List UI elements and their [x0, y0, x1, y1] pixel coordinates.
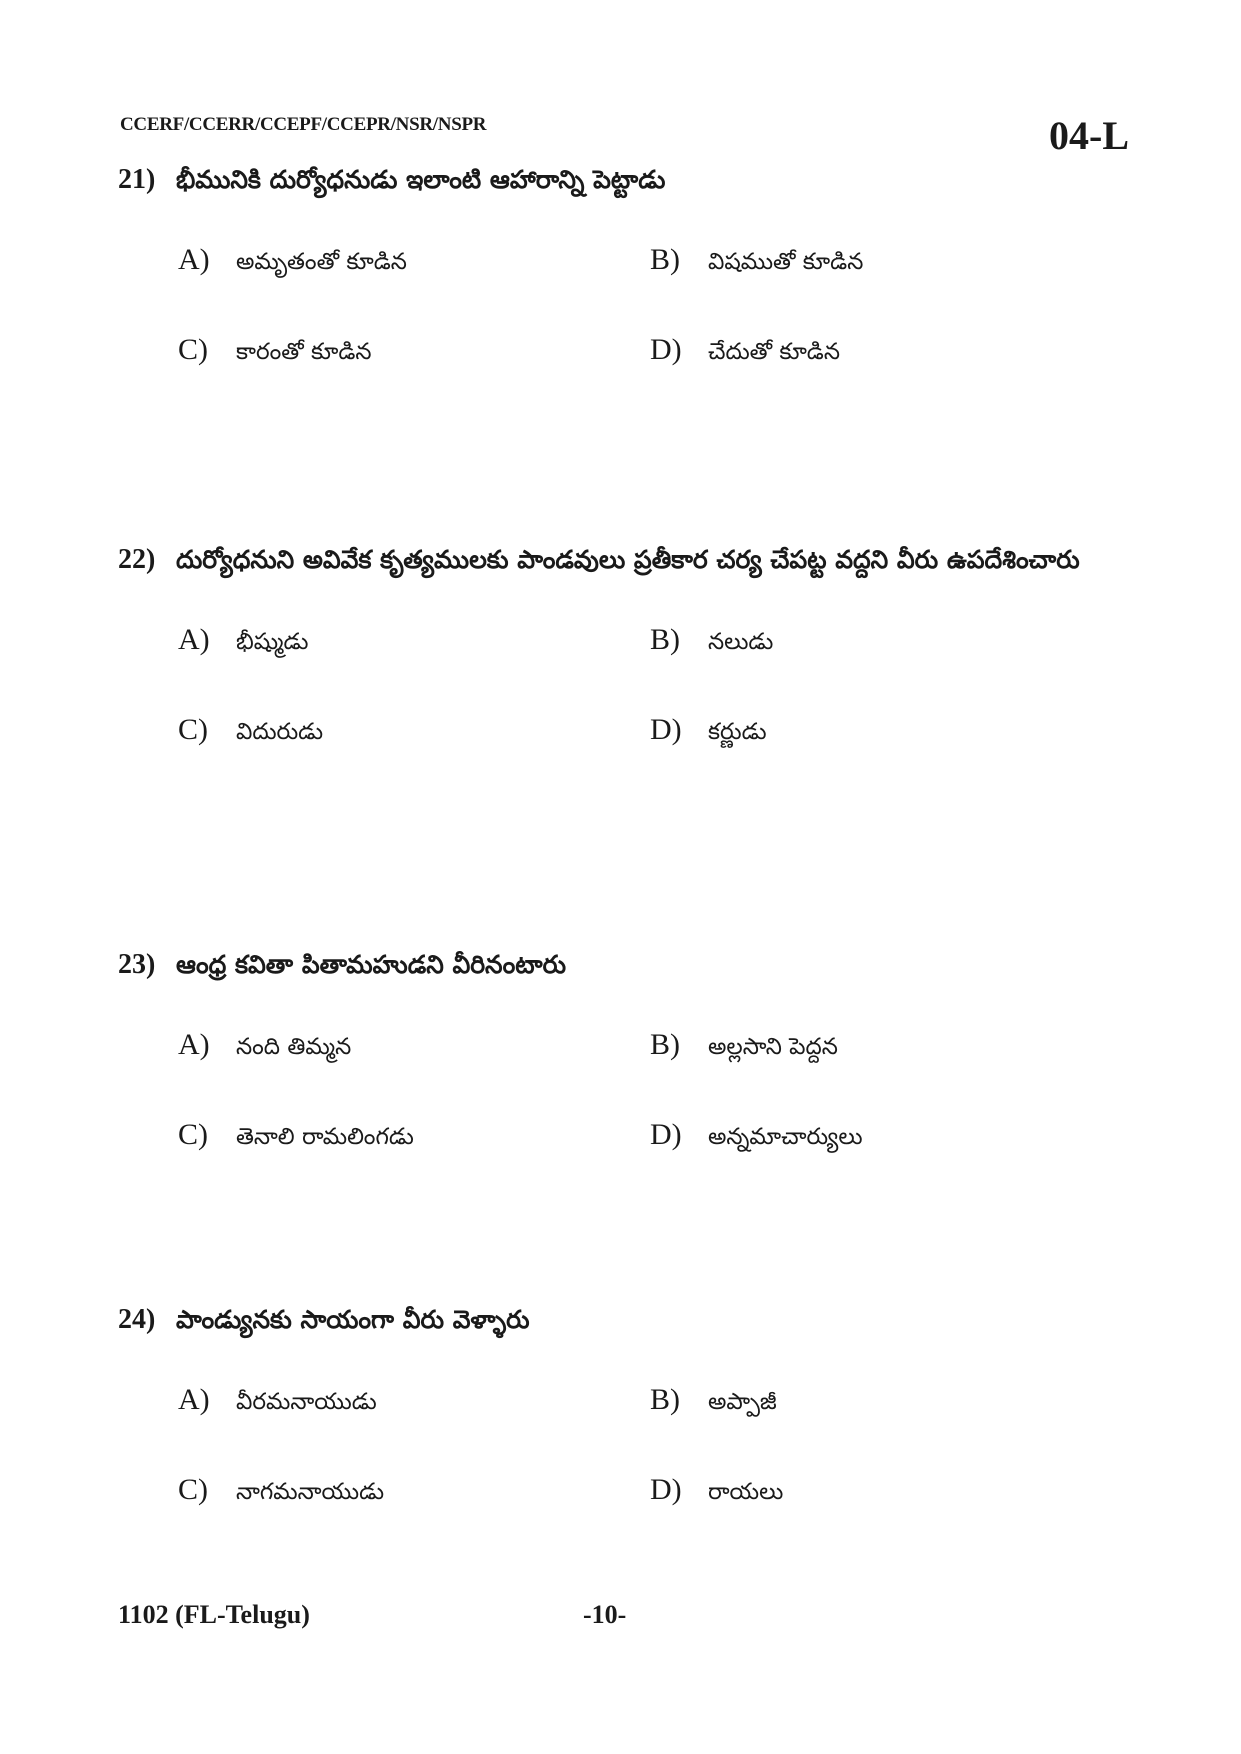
booklet-code: 04-L [1049, 113, 1129, 158]
option-b[interactable] [650, 623, 1122, 669]
option-c[interactable] [178, 1473, 650, 1519]
option-list [178, 623, 1128, 759]
page-number: -10- [583, 1600, 627, 1629]
option-text: చేదుతో కూడిన [708, 339, 840, 365]
option-letter: B) [650, 1383, 680, 1416]
question-stem [118, 155, 1128, 205]
option-text: కారంతో కూడిన [236, 339, 372, 365]
option-letter: A) [178, 623, 210, 656]
question-text: పాండ్యునకు సాయంగా వీరు వెళ్ళారు [176, 1305, 530, 1334]
option-letter: A) [178, 1383, 210, 1416]
option-letter: A) [178, 1028, 210, 1061]
option-text: భీష్ముడు [236, 629, 309, 655]
question-23 [118, 940, 1128, 1164]
option-text: నంది తిమ్మన [236, 1034, 352, 1060]
option-letter: D) [650, 333, 682, 366]
question-stem [118, 1295, 1128, 1345]
question-text: ఆంధ్ర కవితా పితామహుడని వీరినంటారు [176, 950, 567, 979]
option-letter: B) [650, 623, 680, 656]
option-text: విషముతో కూడిన [708, 249, 864, 275]
option-text: అన్నమాచార్యులు [708, 1124, 863, 1150]
option-letter: C) [178, 333, 208, 366]
option-c[interactable] [178, 713, 650, 759]
option-d[interactable] [650, 1473, 1122, 1519]
question-number: 22) [118, 544, 156, 575]
option-a[interactable] [178, 1383, 650, 1429]
series-code: CCERF/CCERR/CCEPF/CCEPR/NSR/NSPR [120, 114, 487, 135]
option-d[interactable] [650, 713, 1122, 759]
option-letter: A) [178, 243, 210, 276]
option-b[interactable] [650, 1383, 1122, 1429]
question-stem [118, 535, 1128, 585]
question-text: దుర్యోధనుని అవివేక కృత్యములకు పాండవులు ప్రతీకార చర్య చేపట్ట వద్దని వీరు ఉపదేశించారు [176, 545, 1080, 574]
option-text: అల్లసాని పెద్దన [708, 1034, 838, 1060]
question-21 [118, 155, 1128, 379]
option-text: తెనాలి రామలింగడు [236, 1124, 414, 1150]
question-stem [118, 940, 1128, 990]
option-c[interactable] [178, 1118, 650, 1164]
option-text: రాయలు [708, 1479, 784, 1505]
option-list [178, 1028, 1128, 1164]
question-number: 23) [118, 949, 156, 980]
question-number: 24) [118, 1304, 156, 1335]
option-letter: D) [650, 713, 682, 746]
option-letter: D) [650, 1473, 682, 1506]
option-text: నలుడు [708, 629, 774, 655]
option-text: నాగమనాయుడు [236, 1479, 385, 1505]
option-letter: C) [178, 1473, 208, 1506]
option-letter: B) [650, 243, 680, 276]
option-list [178, 1383, 1128, 1519]
option-d[interactable] [650, 333, 1122, 379]
option-list [178, 243, 1128, 379]
option-letter: D) [650, 1118, 682, 1151]
option-text: వీరమనాయుడు [236, 1389, 377, 1415]
option-letter: C) [178, 1118, 208, 1151]
option-b[interactable] [650, 1028, 1122, 1074]
question-text: భీమునికి దుర్యోధనుడు ఇలాంటి ఆహారాన్ని పెట్టాడు [176, 165, 666, 194]
question-24 [118, 1295, 1128, 1519]
option-text: విదురుడు [236, 719, 324, 745]
option-d[interactable] [650, 1118, 1122, 1164]
option-a[interactable] [178, 243, 650, 289]
question-22 [118, 535, 1128, 759]
option-b[interactable] [650, 243, 1122, 289]
option-text: అమృతంతో కూడిన [236, 249, 407, 275]
question-number: 21) [118, 164, 156, 195]
option-a[interactable] [178, 623, 650, 669]
option-letter: B) [650, 1028, 680, 1061]
option-letter: C) [178, 713, 208, 746]
paper-code: 1102 (FL-Telugu) [118, 1600, 310, 1629]
option-text: కర్ణుడు [708, 719, 767, 745]
option-c[interactable] [178, 333, 650, 379]
option-a[interactable] [178, 1028, 650, 1074]
option-text: అప్పాజీ [708, 1389, 777, 1415]
